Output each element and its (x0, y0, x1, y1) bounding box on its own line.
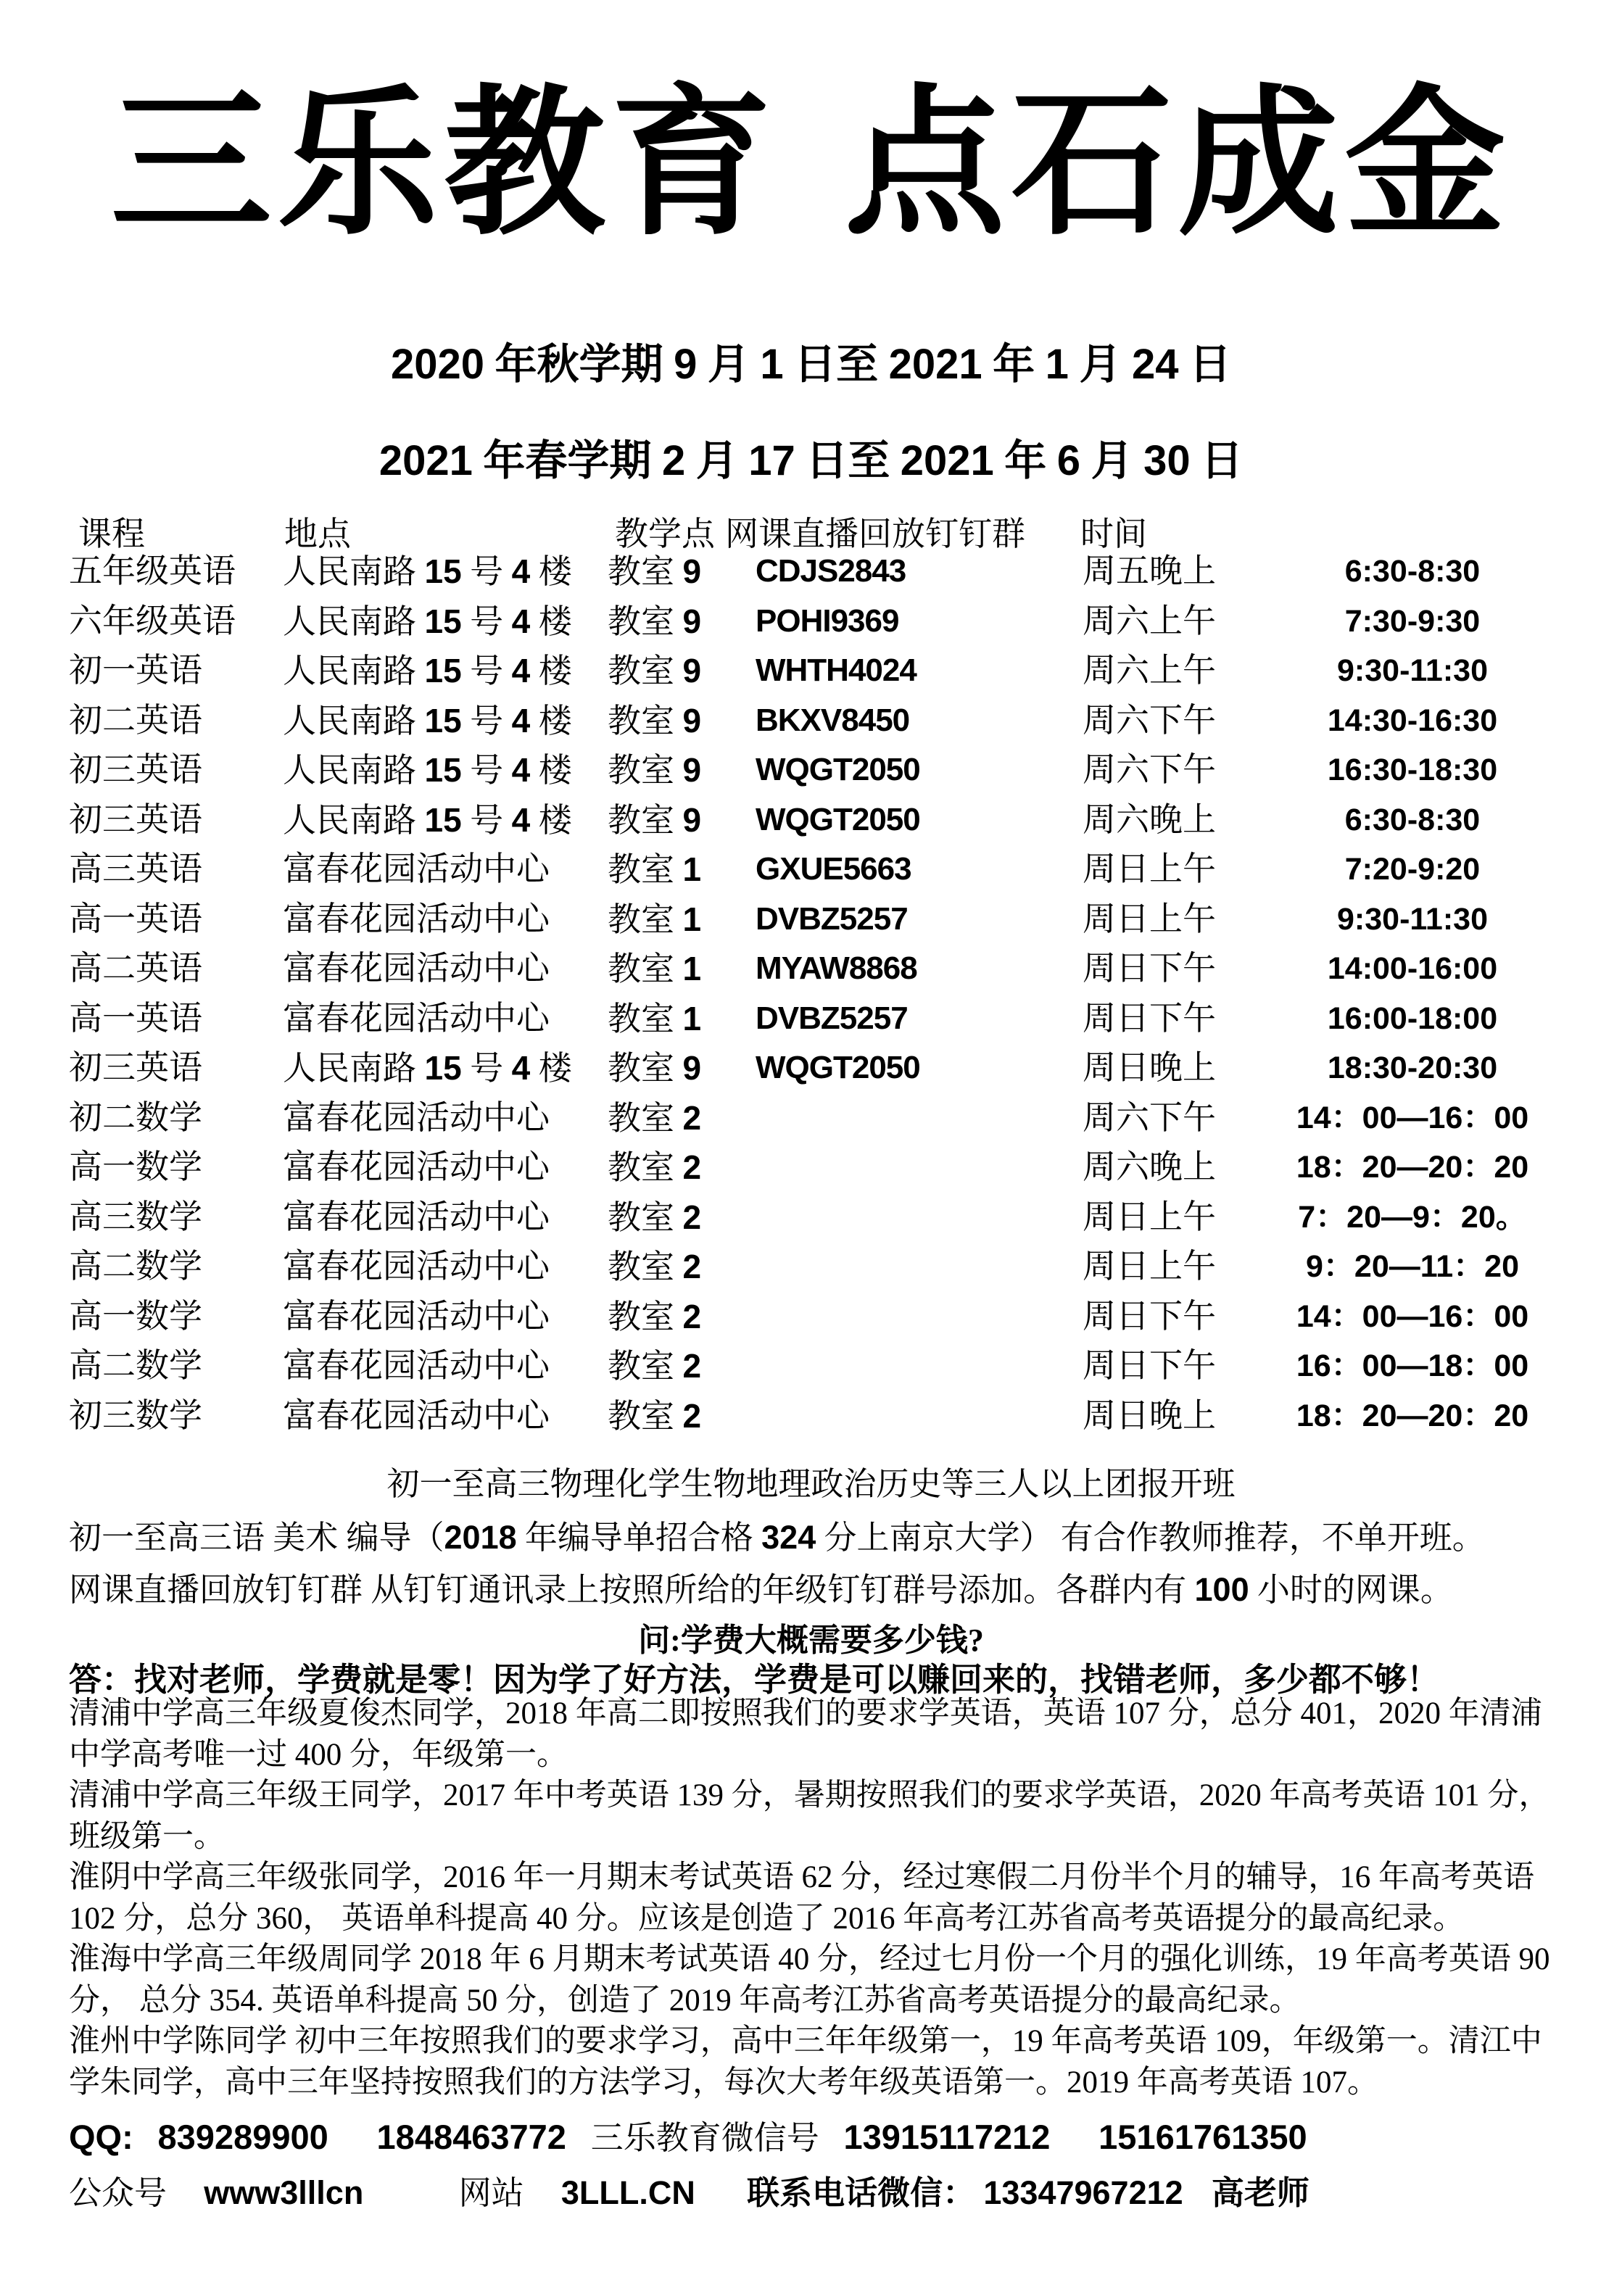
dingtalk-group-cell: WQGT2050 (756, 1050, 920, 1085)
page-title (0, 57, 1622, 274)
testimonials-section (69, 1694, 1561, 2103)
dingtalk-group-cell: BKXV8450 (756, 702, 910, 738)
day-cell: 周日上午 (1083, 900, 1216, 937)
dingtalk-group-cell: DVBZ5257 (756, 900, 908, 937)
testimonial-paragraph: 清浦中学高三年级王同学，2017 年中考英语 139 分，暑期按照我们的要求学英语，2020 年高考英语 101 分，班级第一。 (69, 1778, 1550, 1854)
location-cell: 富春花园活动中心 (283, 1248, 550, 1285)
note-group-enrollment: 初一至高三物理化学生物地理政治历史等三人以上团报开班 (386, 1466, 1236, 1502)
day-cell: 周日上午 (1083, 850, 1216, 887)
day-cell: 周日上午 (1083, 1198, 1216, 1235)
time-cell: 9:30-11:30 (1337, 653, 1488, 688)
classroom-cell: 教室 9 (608, 552, 702, 590)
official-account-label: 公众号 (69, 2175, 167, 2211)
title-part-2: 点石成金 (844, 76, 1512, 254)
time-cell: 14：00—16：00 (1296, 1298, 1529, 1334)
classroom-cell: 教室 9 (608, 602, 702, 640)
testimonial-paragraph: 淮州中学陈同学 初中三年按照我们的要求学习，高中三年年级第一，19 年高考英语 109，年级第一。清江中学朱同学，高中三年坚持按照我们的方法学习，每次大考年级英语第一。2019 年高考英语 107。 (69, 2024, 1542, 2100)
wechat-label: 三乐教育微信号 (590, 2120, 819, 2156)
course-cell: 六年级英语 (69, 602, 236, 639)
table-header-course: 课程 (78, 515, 145, 552)
teacher-name: 高老师 (1211, 2175, 1309, 2211)
testimonial-paragraph: 清浦中学高三年级夏俊杰同学，2018 年高二即按照我们的要求学英语，英语 107 分，总分 401，2020 年清浦中学高考唯一过 400 分，年级第一。 (69, 1696, 1542, 1772)
day-cell: 周六上午 (1083, 652, 1216, 689)
day-cell: 周日上午 (1083, 1248, 1216, 1285)
day-cell: 周六晚上 (1083, 1148, 1216, 1185)
day-cell: 周日下午 (1083, 1297, 1216, 1335)
dingtalk-group-cell: WHTH4024 (756, 652, 916, 688)
location-cell: 富春花园活动中心 (283, 1396, 550, 1434)
classroom-cell: 教室 9 (608, 701, 702, 739)
phone-wechat-label: 联系电话微信： (747, 2175, 976, 2211)
fee-answer: 答：找对老师，学费就是零！因为学了好方法，学费是可以赚回来的，找错老师，多少都不够！ (69, 1662, 1440, 1698)
table-header-row (0, 507, 1622, 552)
dingtalk-group-cell: WQGT2050 (756, 752, 920, 787)
classroom-cell: 教室 1 (608, 999, 702, 1037)
table-row (0, 795, 1622, 845)
time-cell: 18:30-20:30 (1327, 1050, 1498, 1085)
classroom-cell: 教室 2 (608, 1297, 702, 1335)
table-row (0, 646, 1622, 696)
table-header-site: 教学点 (615, 515, 715, 552)
classroom-cell: 教室 2 (608, 1098, 702, 1137)
testimonial-paragraph: 淮阴中学高三年级张同学，2016 年一月期末考试英语 62 分，经过寒假二月份半个月的辅导，16 年高考英语 102 分，总分 360， 英语单科提高 40 分。应该是创造了 2016 年高考江苏省高考英语提分的最高纪录。 (69, 1860, 1534, 1936)
table-row (0, 745, 1622, 795)
table-row (0, 1043, 1622, 1093)
day-cell: 周日晚上 (1083, 1396, 1216, 1434)
time-cell: 6:30-8:30 (1344, 554, 1481, 589)
location-cell: 富春花园活动中心 (283, 1098, 550, 1136)
fee-question: 问:学费大概需要多少钱? (638, 1622, 984, 1658)
classroom-cell: 教室 2 (608, 1148, 702, 1186)
table-row (0, 1242, 1622, 1292)
day-cell: 周六下午 (1083, 701, 1216, 739)
classroom-cell: 教室 1 (608, 850, 702, 888)
course-cell: 五年级英语 (69, 552, 236, 589)
day-cell: 周日晚上 (1083, 1049, 1216, 1086)
course-cell: 高一数学 (69, 1148, 202, 1185)
location-cell: 富春花园活动中心 (283, 1198, 550, 1235)
dingtalk-group-cell: WQGT2050 (756, 801, 920, 837)
course-cell: 高一英语 (69, 900, 202, 937)
course-cell: 初三数学 (69, 1396, 202, 1434)
course-cell: 高一英语 (69, 999, 202, 1037)
day-cell: 周日下午 (1083, 950, 1216, 987)
classroom-cell: 教室 9 (608, 800, 702, 839)
day-cell: 周五晚上 (1083, 552, 1216, 589)
course-cell: 初三英语 (69, 800, 202, 838)
table-row (0, 696, 1622, 746)
course-cell: 初一英语 (69, 652, 202, 689)
time-cell: 7:20-9:20 (1344, 852, 1481, 887)
table-row (0, 1391, 1622, 1441)
wechat-number-1: 13915117212 (843, 2118, 1051, 2156)
course-cell: 高三数学 (69, 1198, 202, 1235)
classroom-cell: 教室 9 (608, 751, 702, 789)
table-row (0, 1341, 1622, 1391)
website-label: 网站 (458, 2175, 524, 2211)
qq-number-2: 1848463772 (376, 2118, 566, 2156)
location-cell: 富春花园活动中心 (283, 1347, 550, 1384)
time-cell: 7：20—9：20。 (1298, 1199, 1527, 1235)
course-cell: 高二英语 (69, 950, 202, 987)
table-row (0, 1093, 1622, 1143)
time-cell: 14：00—16：00 (1296, 1100, 1529, 1135)
location-cell: 富春花园活动中心 (283, 1148, 550, 1185)
table-row (0, 1143, 1622, 1193)
course-cell: 高二数学 (69, 1347, 202, 1384)
location-cell: 人民南路 15 号 4 楼 (283, 602, 572, 640)
qq-label: QQ: (69, 2118, 133, 2156)
table-row (0, 845, 1622, 895)
table-row (0, 1193, 1622, 1243)
time-cell: 18：20—20：20 (1296, 1150, 1529, 1185)
testimonial-paragraph: 淮海中学高三年级周同学 2018 年 6 月期末考试英语 40 分，经过七月份一个月的强化训练，19 年高考英语 90 分， 总分 354. 英语单科提高 50 分，创造了 2019 年高考江苏省高考英语提分的最高纪录。 (69, 1942, 1550, 2018)
classroom-cell: 教室 1 (608, 950, 702, 987)
dingtalk-group-cell: MYAW8868 (756, 950, 917, 986)
wechat-number-2: 15161761350 (1098, 2118, 1307, 2156)
course-cell: 初三英语 (69, 751, 202, 788)
classroom-cell: 教室 1 (608, 900, 702, 938)
dingtalk-group-cell: POHI9369 (756, 602, 899, 639)
note-art-courses: 初一至高三语 美术 编导（2018 年编导单招合格 324 分上南京大学） 有合作教师推荐，不单开班。 (69, 1519, 1485, 1556)
location-cell: 人民南路 15 号 4 楼 (283, 800, 572, 839)
classroom-cell: 教室 2 (608, 1198, 702, 1236)
table-row (0, 994, 1622, 1044)
time-cell: 14:00-16:00 (1327, 951, 1498, 986)
course-cell: 高一数学 (69, 1297, 202, 1335)
location-cell: 人民南路 15 号 4 楼 (283, 701, 572, 739)
course-cell: 高二数学 (69, 1248, 202, 1285)
time-cell: 16:00-18:00 (1327, 1000, 1498, 1036)
website-value: 3LLL.CN (560, 2174, 695, 2211)
classroom-cell: 教室 9 (608, 652, 702, 689)
table-row (0, 895, 1622, 945)
dingtalk-group-cell: GXUE5663 (756, 851, 911, 887)
table-header-dingtalk-group: 网课直播回放钉钉群 (725, 515, 1025, 552)
phone-number: 13347967212 (983, 2174, 1183, 2211)
semester-date-autumn: 2020 年秋学期 9 月 1 日至 2021 年 1 月 24 日 (391, 341, 1231, 388)
contact-qq-line (69, 2111, 1307, 2158)
course-cell: 初二数学 (69, 1098, 202, 1136)
location-cell: 富春花园活动中心 (283, 850, 550, 887)
semester-date-spring: 2021 年春学期 2 月 17 日至 2021 年 6 月 30 日 (378, 437, 1244, 484)
course-cell: 初二英语 (69, 701, 202, 739)
time-cell: 16:30-18:30 (1327, 753, 1498, 787)
time-cell: 16：00—18：00 (1296, 1348, 1529, 1383)
location-cell: 富春花园活动中心 (283, 1297, 550, 1335)
time-cell: 9:30-11:30 (1337, 901, 1488, 937)
day-cell: 周六上午 (1083, 602, 1216, 639)
time-cell: 14:30-16:30 (1327, 703, 1498, 738)
table-header-location: 地点 (284, 515, 351, 552)
dingtalk-group-cell: CDJS2843 (756, 553, 906, 589)
table-row (0, 597, 1622, 647)
course-cell: 初三英语 (69, 1049, 202, 1086)
day-cell: 周六下午 (1083, 1098, 1216, 1136)
course-table-body (0, 547, 1622, 1441)
location-cell: 富春花园活动中心 (283, 950, 550, 987)
location-cell: 人民南路 15 号 4 楼 (283, 1049, 572, 1087)
location-cell: 人民南路 15 号 4 楼 (283, 552, 572, 590)
day-cell: 周日下午 (1083, 1347, 1216, 1384)
time-cell: 18：20—20：20 (1296, 1398, 1529, 1433)
classroom-cell: 教室 2 (608, 1396, 702, 1435)
location-cell: 富春花园活动中心 (283, 900, 550, 937)
time-cell: 9：20—11：20 (1305, 1249, 1520, 1284)
day-cell: 周六晚上 (1083, 800, 1216, 838)
table-header-time: 时间 (1080, 515, 1147, 552)
table-row (0, 944, 1622, 994)
day-cell: 周日下午 (1083, 999, 1216, 1037)
classroom-cell: 教室 2 (608, 1248, 702, 1285)
classroom-cell: 教室 9 (608, 1049, 702, 1087)
table-row (0, 1292, 1622, 1342)
table-row (0, 547, 1622, 597)
classroom-cell: 教室 2 (608, 1347, 702, 1385)
location-cell: 人民南路 15 号 4 楼 (283, 652, 572, 689)
qq-number-1: 839289900 (157, 2118, 328, 2156)
official-account-value: www3lllcn (204, 2174, 364, 2211)
location-cell: 人民南路 15 号 4 楼 (283, 751, 572, 789)
location-cell: 富春花园活动中心 (283, 999, 550, 1037)
title-part-1: 三乐教育 (110, 76, 778, 254)
course-cell: 高三英语 (69, 850, 202, 887)
contact-bottom-line (69, 2166, 1309, 2213)
note-dingtalk-instructions: 网课直播回放钉钉群 从钉钉通讯录上按照所给的年级钉钉群号添加。各群内有 100 小时的网课。 (69, 1571, 1453, 1608)
day-cell: 周六下午 (1083, 751, 1216, 788)
time-cell: 7:30-9:30 (1344, 603, 1481, 639)
time-cell: 6:30-8:30 (1344, 802, 1481, 837)
dingtalk-group-cell: DVBZ5257 (756, 1000, 908, 1036)
